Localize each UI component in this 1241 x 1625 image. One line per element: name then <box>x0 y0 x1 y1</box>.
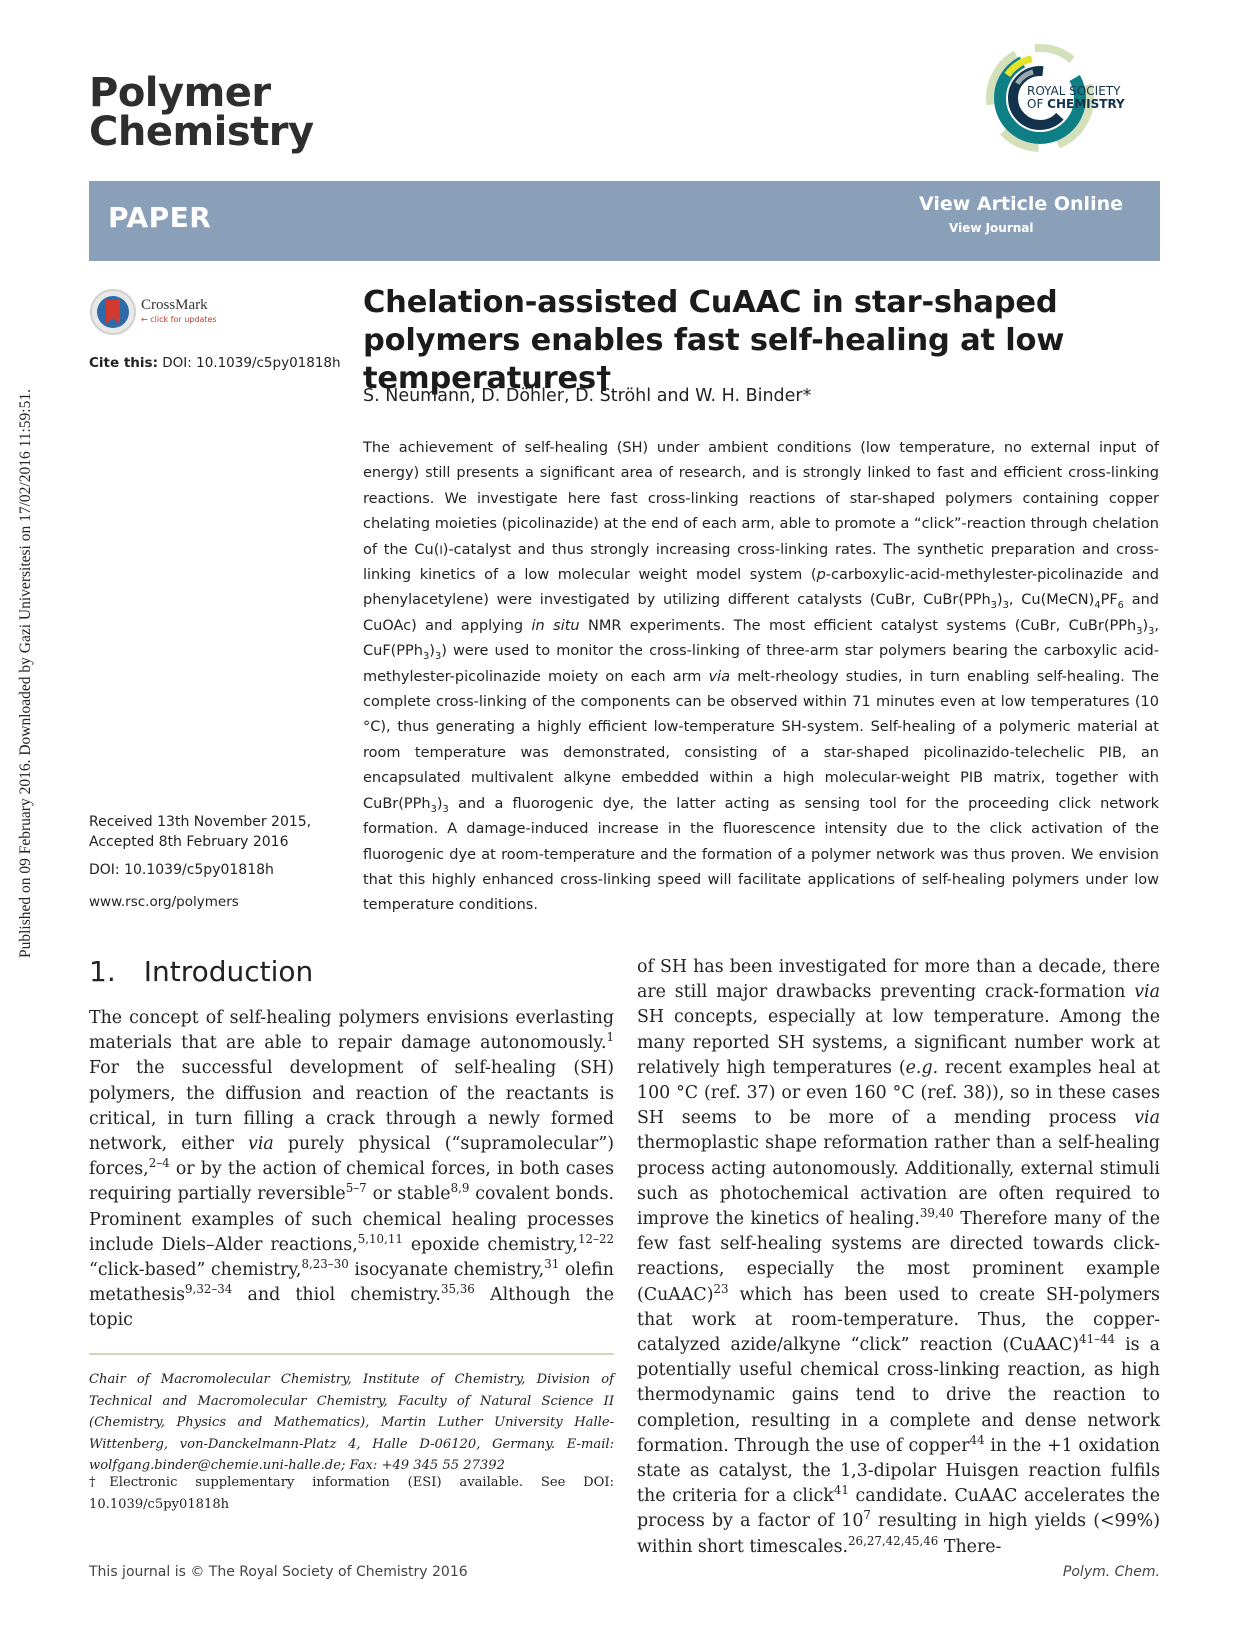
rsc-logo-line1: ROYAL SOCIETY <box>1027 84 1121 98</box>
article-type: PAPER <box>108 201 212 234</box>
download-notice: Published on 09 February 2016. Downloaded by Gazi Universitesi on 17/02/2016 11:59:51. <box>17 389 34 958</box>
accepted-date: Accepted 8th February 2016 <box>89 834 289 850</box>
crossmark-tagline: click for updates <box>150 315 217 324</box>
cite-this-label: Cite this: <box>89 355 158 371</box>
crossmark-badge[interactable] <box>89 288 229 338</box>
journal-title[interactable] <box>89 70 314 155</box>
article-title: Chelation-assisted CuAAC in star-shaped polymers enables fast self-healing at low temperatures† <box>363 285 1065 396</box>
rsc-logo-line2-prefix: OF <box>1027 97 1048 111</box>
rsc-logo[interactable] <box>985 38 1155 158</box>
crossmark-name: CrossMark <box>141 297 208 313</box>
journal-title-line2: Chemistry <box>89 109 314 155</box>
received-date: Received 13th November 2015, <box>89 814 312 830</box>
cite-this <box>89 355 341 371</box>
view-article-online-link[interactable]: View Article Online <box>919 193 1123 215</box>
esi-footnote: †Electronic supplementary information (ESI) available. See DOI: 10.1039/c5py01818h <box>89 1475 614 1512</box>
crossmark-icon <box>89 288 137 336</box>
received-dates <box>89 812 339 852</box>
journal-url-link[interactable]: www.rsc.org/polymers <box>89 894 239 910</box>
article-banner <box>89 181 1160 261</box>
intro-text-left-column: The concept of self-healing polymers envisions everlasting materials that are able to repair damage autonomously.$^1$ For the successful development of self-healing (SH) polymers, the diffusion and reaction of the reactants is critical, in turn filling a crack through a newly formed network, either via purely physical (“supramolecular”) forces,$^{2-4}$ or by the action of chemical forces, in both cases requiring partially reversible$^{5-7}$ or stable$^{8,9}$ covalent bonds. Prominent examples of such chemical healing processes include Diels–Alder reactions,$^{5,10,11}$ epoxide chemistry,$^{12-22}$ “click-based” chemistry,$^{8,23-30}$ isocyanate chemistry,$^{31}$ olefin metathesis$^{9,32-34}$ and thiol chemistry.$^{35,36}$ Although the topic <box>89 1008 615 1331</box>
doi[interactable]: DOI: 10.1039/c5py01818h <box>89 862 274 878</box>
footer-copyright: This journal is © The Royal Society of Chemistry 2016 <box>89 1564 468 1580</box>
journal-title-line1: Polymer <box>89 70 271 116</box>
rsc-logo-line2-bold: CHEMISTRY <box>1047 97 1125 111</box>
section-heading-introduction: 1. Introduction <box>89 955 314 988</box>
author-affiliation-footnote: Chair of Macromolecular Chemistry, Institute of Chemistry, Division of Technical and Macromolecular Chemistry, Faculty of Natural Science II (Chemistry, Physics and Mathematics), Martin Luther University Halle-Wittenberg, von-Danckelmann-Platz 4, Halle D-06120, Germany. E-mail: wolfgang.binder@chemie.uni-halle.de; Fax: +49 345 55 27392 <box>89 1372 614 1474</box>
article-authors: S. Neumann, D. Döhler, D. Ströhl and W. H. Binder* <box>363 386 812 406</box>
cite-this-doi[interactable]: DOI: 10.1039/c5py01818h <box>162 355 341 371</box>
footnote-divider <box>89 1353 614 1355</box>
intro-text-right-column: of SH has been investigated for more than a decade, there are still major drawbacks preventing crack-formation via SH concepts, especially at low temperature. Among the many reported SH systems, a significant number work at relatively high temperatures (e.g. recent examples heal at 100 °C (ref. 37) or even 160 °C (ref. 38)), so in these cases SH seems to be more of a mending process via thermoplastic shape reformation rather than a self-healing process acting autonomously. Additionally, external stimuli such as photochemical activation are often required to improve the kinetics of healing.$^{39,40}$ Therefore many of the few fast self-healing systems are directed towards click-reactions, especially the most prominent example (CuAAC)$^{23}$ which has been used to create SH-polymers that work at room-temperature. Thus, the copper-catalyzed azide/alkyne “click” reaction (CuAAC)$^{41-44}$ is a potentially useful chemical cross-linking reaction, as high thermodynamic gains tend to drive the reaction to completion, resulting in a complete and dense network formation. Through the use of copper$^{44}$ in the +1 oxidation state as catalyst, the 1,3-dipolar Huisgen reaction fulfils the criteria for a click$^{41}$ candidate. CuAAC accelerates the process by a factor of $10^7$ resulting in high yields (<99%) within short timescales.$^{26,27,42,45,46}$ There- <box>637 957 1160 1557</box>
abstract: The achievement of self-healing (SH) under ambient conditions (low temperature, no external input of energy) still presents a significant area of research, and is strongly linked to fast and efficient cross-linking reactions. We investigate here fast cross-linking reactions of star-shaped polymers containing copper chelating moieties (picolinazide) at the end of each arm, able to promote a “click”-reaction through chelation of the Cu(I)-catalyst and thus strongly increasing cross-linking rates. The synthetic preparation and cross-linking kinetics of a low molecular weight model system (p-carboxylic-acid-methylester-picolinazide and phenylacetylene) were investigated by utilizing different catalysts (CuBr, $CuBr(PPh_3)_3$, $Cu(MeCN)_4PF_6$ and CuOAc) and applying in situ NMR experiments. The most efficient catalyst systems (CuBr, $CuBr(PPh_3)_3$, $CuF(PPh_3)_3$) were used to monitor the cross-linking of three-arm star polymers bearing the carboxylic acid-methylester-picolinazide moiety on each arm via melt-rheology studies, in turn enabling self-healing. The complete cross-linking of the components can be observed within 71 minutes even at low temperatures (10 °C), thus generating a highly efficient low-temperature SH-system. Self-healing of a polymeric material at room temperature was demonstrated, consisting of a star-shaped picolinazido-telechelic PIB, an encapsulated multivalent alkyne embedded within a high molecular-weight PIB matrix, together with $CuBr(PPh_3)_3$ and a fluorogenic dye, the latter acting as sensing tool for the proceeding click network formation. A damage-induced increase in the fluorescence intensity due to the click activation of the fluorogenic dye at room-temperature and the formation of a polymer network was thus proven. We envision that this highly enhanced cross-linking speed will facilitate applications of self-healing polymers under low temperature conditions. <box>363 440 1160 914</box>
footer-journal-abbrev: Polym. Chem. <box>1062 1564 1160 1580</box>
view-journal-link[interactable]: View Journal <box>949 221 1034 235</box>
arrow-left-icon: ← <box>141 315 151 324</box>
